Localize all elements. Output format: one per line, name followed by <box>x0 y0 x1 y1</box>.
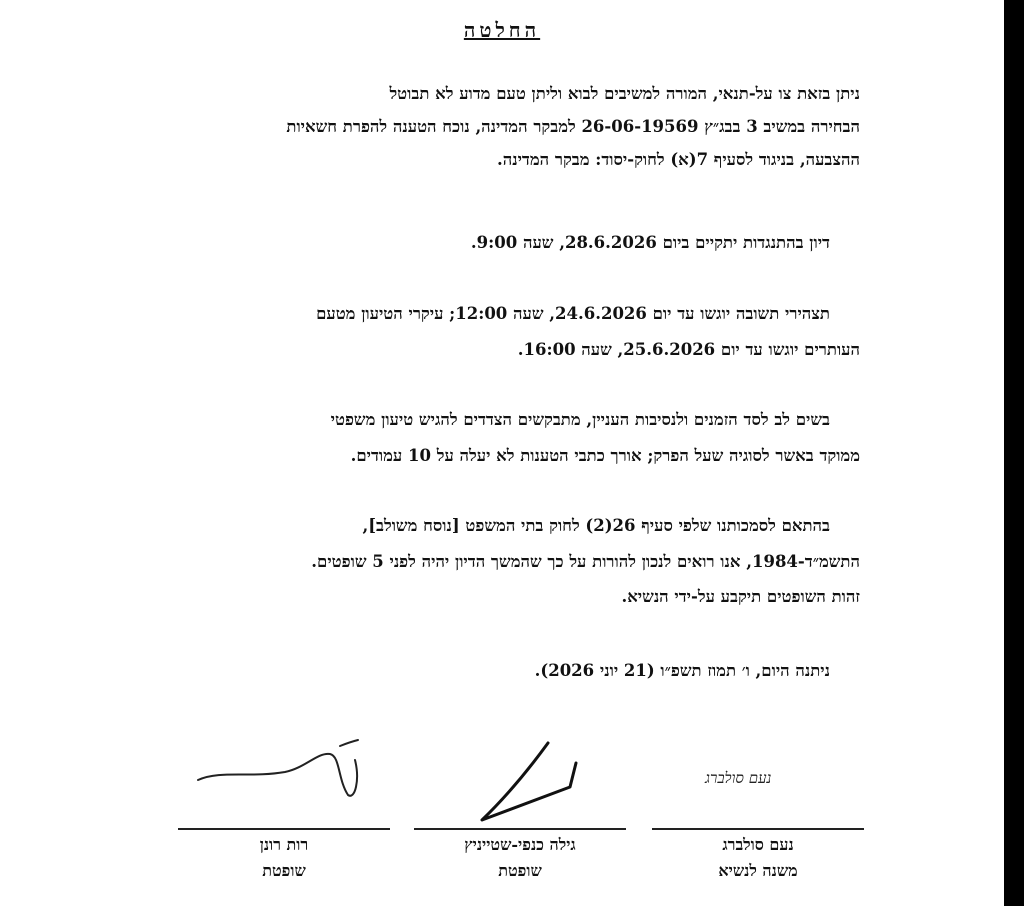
signer-name: גילה כנפי-שטייניץ <box>464 835 576 854</box>
signature-ronen <box>190 740 380 810</box>
signature-rule <box>652 828 864 830</box>
paragraph-line: הבחירה במשיב 3 בבג״ץ 26-06-19569 למבקר המדינה, נוכח הטענה להפרת חשאיות <box>286 117 860 136</box>
paragraph-line: התשמ״ד-1984, אנו רואים לנכון להורות על כך שהמשך הדיון יהיה לפני 5 שופטים. <box>311 552 860 571</box>
signer-role: שופטת <box>262 861 306 880</box>
signer-role: שופטת <box>498 861 542 880</box>
signature-rule <box>178 828 390 830</box>
date-line: ניתנה היום, ו׳ תמוז תשפ״ו (21 יוני 2026). <box>534 661 830 680</box>
paragraph-line: ניתן בזאת צו על-תנאי, המורה למשיבים לבוא וליתן טעם מדוע לא תבוטל <box>389 84 860 103</box>
signature-handwriting: נעם סולברג <box>705 769 772 787</box>
paragraph-line: זהות השופטים תיקבע על-ידי הנשיא. <box>621 587 860 606</box>
document-title: החלטה <box>463 18 541 42</box>
paragraph-line: בשים לב לסד הזמנים ולנסיבות העניין, מתבקשים הצדדים להגיש טיעון משפטי <box>330 410 830 429</box>
signer-ronen <box>178 832 390 884</box>
paragraph-line: תצהירי תשובה יוגשו עד יום 24.6.2026, שעה 12:00; עיקרי הטיעון מטעם <box>316 304 830 323</box>
paragraph-line: בהתאם לסמכותנו שלפי סעיף 26(2) לחוק בתי המשפט [נוסח משולב], <box>362 516 830 535</box>
signer-kanfi-steinitz <box>414 832 626 884</box>
signer-role: משנה לנשיא <box>718 861 798 880</box>
signer-solberg <box>652 832 864 884</box>
paragraph-line: העותרים יוגשו עד יום 25.6.2026, שעה 16:00. <box>517 340 860 359</box>
hearing-line: דיון בהתנגדות יתקיים ביום 28.6.2026, שעה 9:00. <box>470 233 830 252</box>
scan-edge-bar <box>1004 0 1024 906</box>
signer-name: רות רונן <box>259 835 309 854</box>
signature-rule <box>414 828 626 830</box>
signature-kanfi-steinitz <box>470 735 590 825</box>
paragraph-line: ממוקד באשר לסוגיה שעל הפרק; אורך כתבי הטענות לא יעלה על 10 עמודים. <box>350 446 860 465</box>
paragraph-line: ההצבעה, בניגוד לסעיף 7(א) לחוק-יסוד: מבקר המדינה. <box>496 150 860 169</box>
signer-name: נעם סולברג <box>722 835 794 854</box>
signature-solberg <box>700 755 850 795</box>
